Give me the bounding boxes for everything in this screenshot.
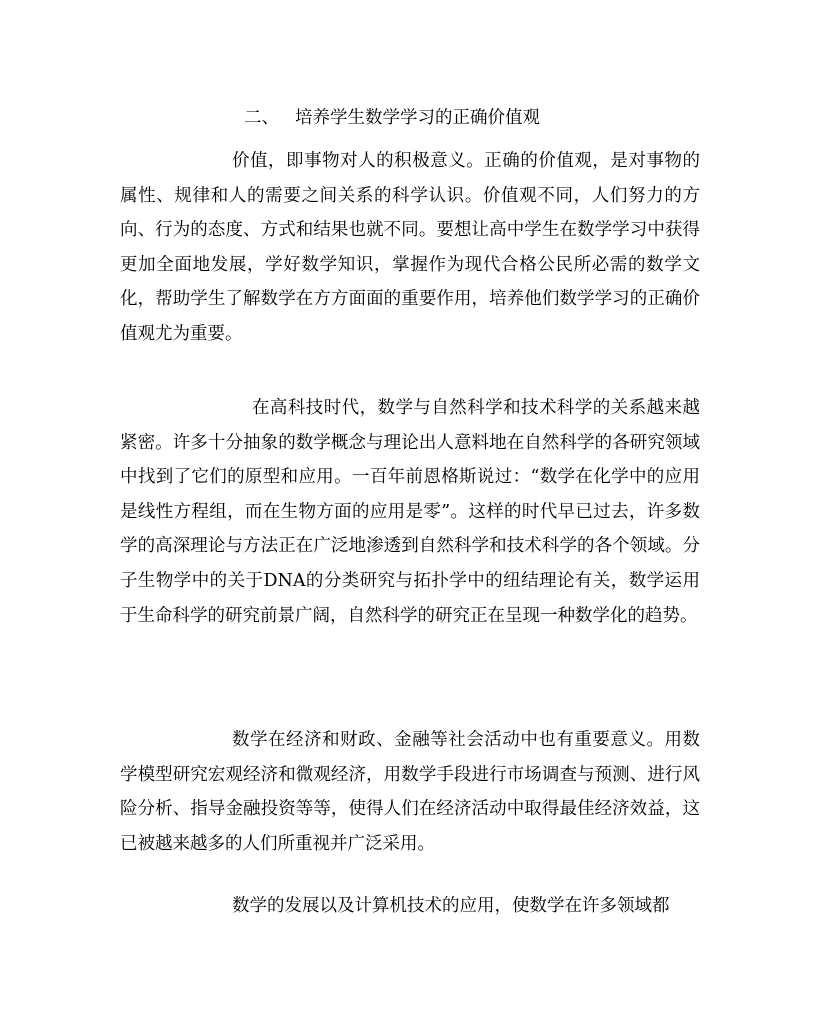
section-number: 二、 (244, 108, 279, 128)
section-title: 培养学生数学学习的正确价值观 (295, 108, 540, 128)
section-heading (244, 104, 540, 132)
paragraph-science-technology: 在高科技时代，数学与自然科学和技术科学的关系越来越紧密。许多十分抽象的数学概念与理论出人意料地在自然科学的各研究领域中找到了它们的原型和应用。一百年前恩格斯说过：“数学在化学中的应用是线性方程组，而在生物方面的应用是零”。这样的时代早已过去，许多数学的高深理论与方法正在广泛地渗透到自然科学和技术科学的各个领域。分子生物学中的关于DNA的分类研究与拓扑学中的纽结理论有关，数学运用于生命科学的研究前景广阔，自然科学的研究正在呈现一种数学化的趋势。 (120, 398, 700, 626)
paragraph-value-definition: 价值，即事物对人的积极意义。正确的价值观，是对事物的属性、规律和人的需要之间关系的科学认识。价值观不同，人们努力的方向、行为的态度、方式和结果也就不同。要想让高中学生在数学学习中获得更加全面地发展，学好数学知识，掌握作为现代合格公民所必需的数学文化，帮助学生了解数学在方方面面的重要作用，培养他们数学学习的正确价值观尤为重要。 (120, 151, 700, 344)
paragraph-economy-finance: 数学在经济和财政、金融等社会活动中也有重要意义。用数学模型研究宏观经济和微观经济，用数学手段进行市场调查与预测、进行风险分析、指导金融投资等等，使得人们在经济活动中取得最佳经济效益，这已被越来越多的人们所重视并广泛采用。 (120, 730, 700, 854)
paragraph-computer-technology: 数学的发展以及计算机技术的应用，使数学在许多领域都 (232, 896, 670, 916)
